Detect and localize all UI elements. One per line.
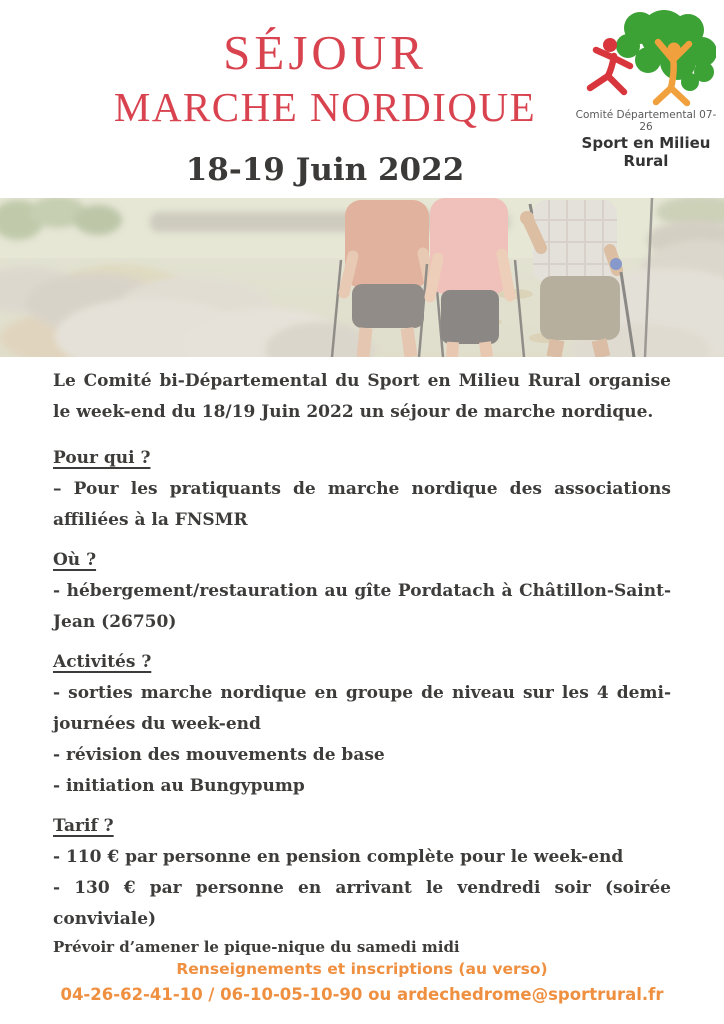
contact-phones-email: 04-26-62-41-10 / 06-10-05-10-90 ou ardechedrome@sportrural.fr [60, 985, 664, 1004]
section-heading-pour-qui: Pour qui ? [53, 448, 151, 468]
title-line-2: MARCHE NORDIQUE [113, 84, 537, 130]
page-title [0, 24, 650, 132]
section-item: - 130 € par personne en arrivant le vendredi soir (soirée conviviale) [53, 878, 671, 929]
section-tarif [53, 811, 671, 957]
section-heading-activites: Activités ? [53, 652, 152, 672]
section-item: – Pour les pratiquants de marche nordique des associations affiliées à la FNSMR [53, 479, 671, 530]
intro-paragraph: Le Comité bi-Départemental du Sport en Milieu Rural organise le week-end du 18/19 Juin 2022 un séjour de marche nordique. [53, 371, 671, 422]
org-logo [572, 8, 720, 170]
section-pour-qui [53, 443, 671, 536]
sport-rural-logo-icon [576, 8, 716, 108]
section-item: - 110 € par personne en pension complète pour le week-end [53, 847, 624, 867]
contact-info-line: Renseignements et inscriptions (au verso) [176, 960, 548, 978]
picnic-note: Prévoir d’amener le pique-nique du samedi midi [53, 938, 460, 956]
nordic-walking-photo [0, 198, 724, 357]
flyer-footer [0, 957, 724, 1007]
section-item: - hébergement/restauration au gîte Pordatach à Châtillon-Saint-Jean (26750) [53, 581, 671, 632]
event-date: 18-19 Juin 2022 [185, 152, 465, 188]
section-activites [53, 647, 671, 802]
section-item: - initiation au Bungypump [53, 776, 305, 796]
title-line-1: SÉJOUR [223, 25, 427, 80]
section-item: - sorties marche nordique en groupe de niveau sur les 4 demi-journées du week-end [53, 683, 671, 734]
flyer-body [53, 366, 671, 966]
section-heading-ou: Où ? [53, 550, 97, 570]
section-heading-tarif: Tarif ? [53, 816, 114, 836]
logo-org-name: Sport en Milieu Rural [581, 134, 711, 170]
logo-committee-label: Comité Départemental 07-26 [575, 109, 717, 133]
section-ou [53, 545, 671, 638]
section-item: - révision des mouvements de base [53, 745, 385, 765]
